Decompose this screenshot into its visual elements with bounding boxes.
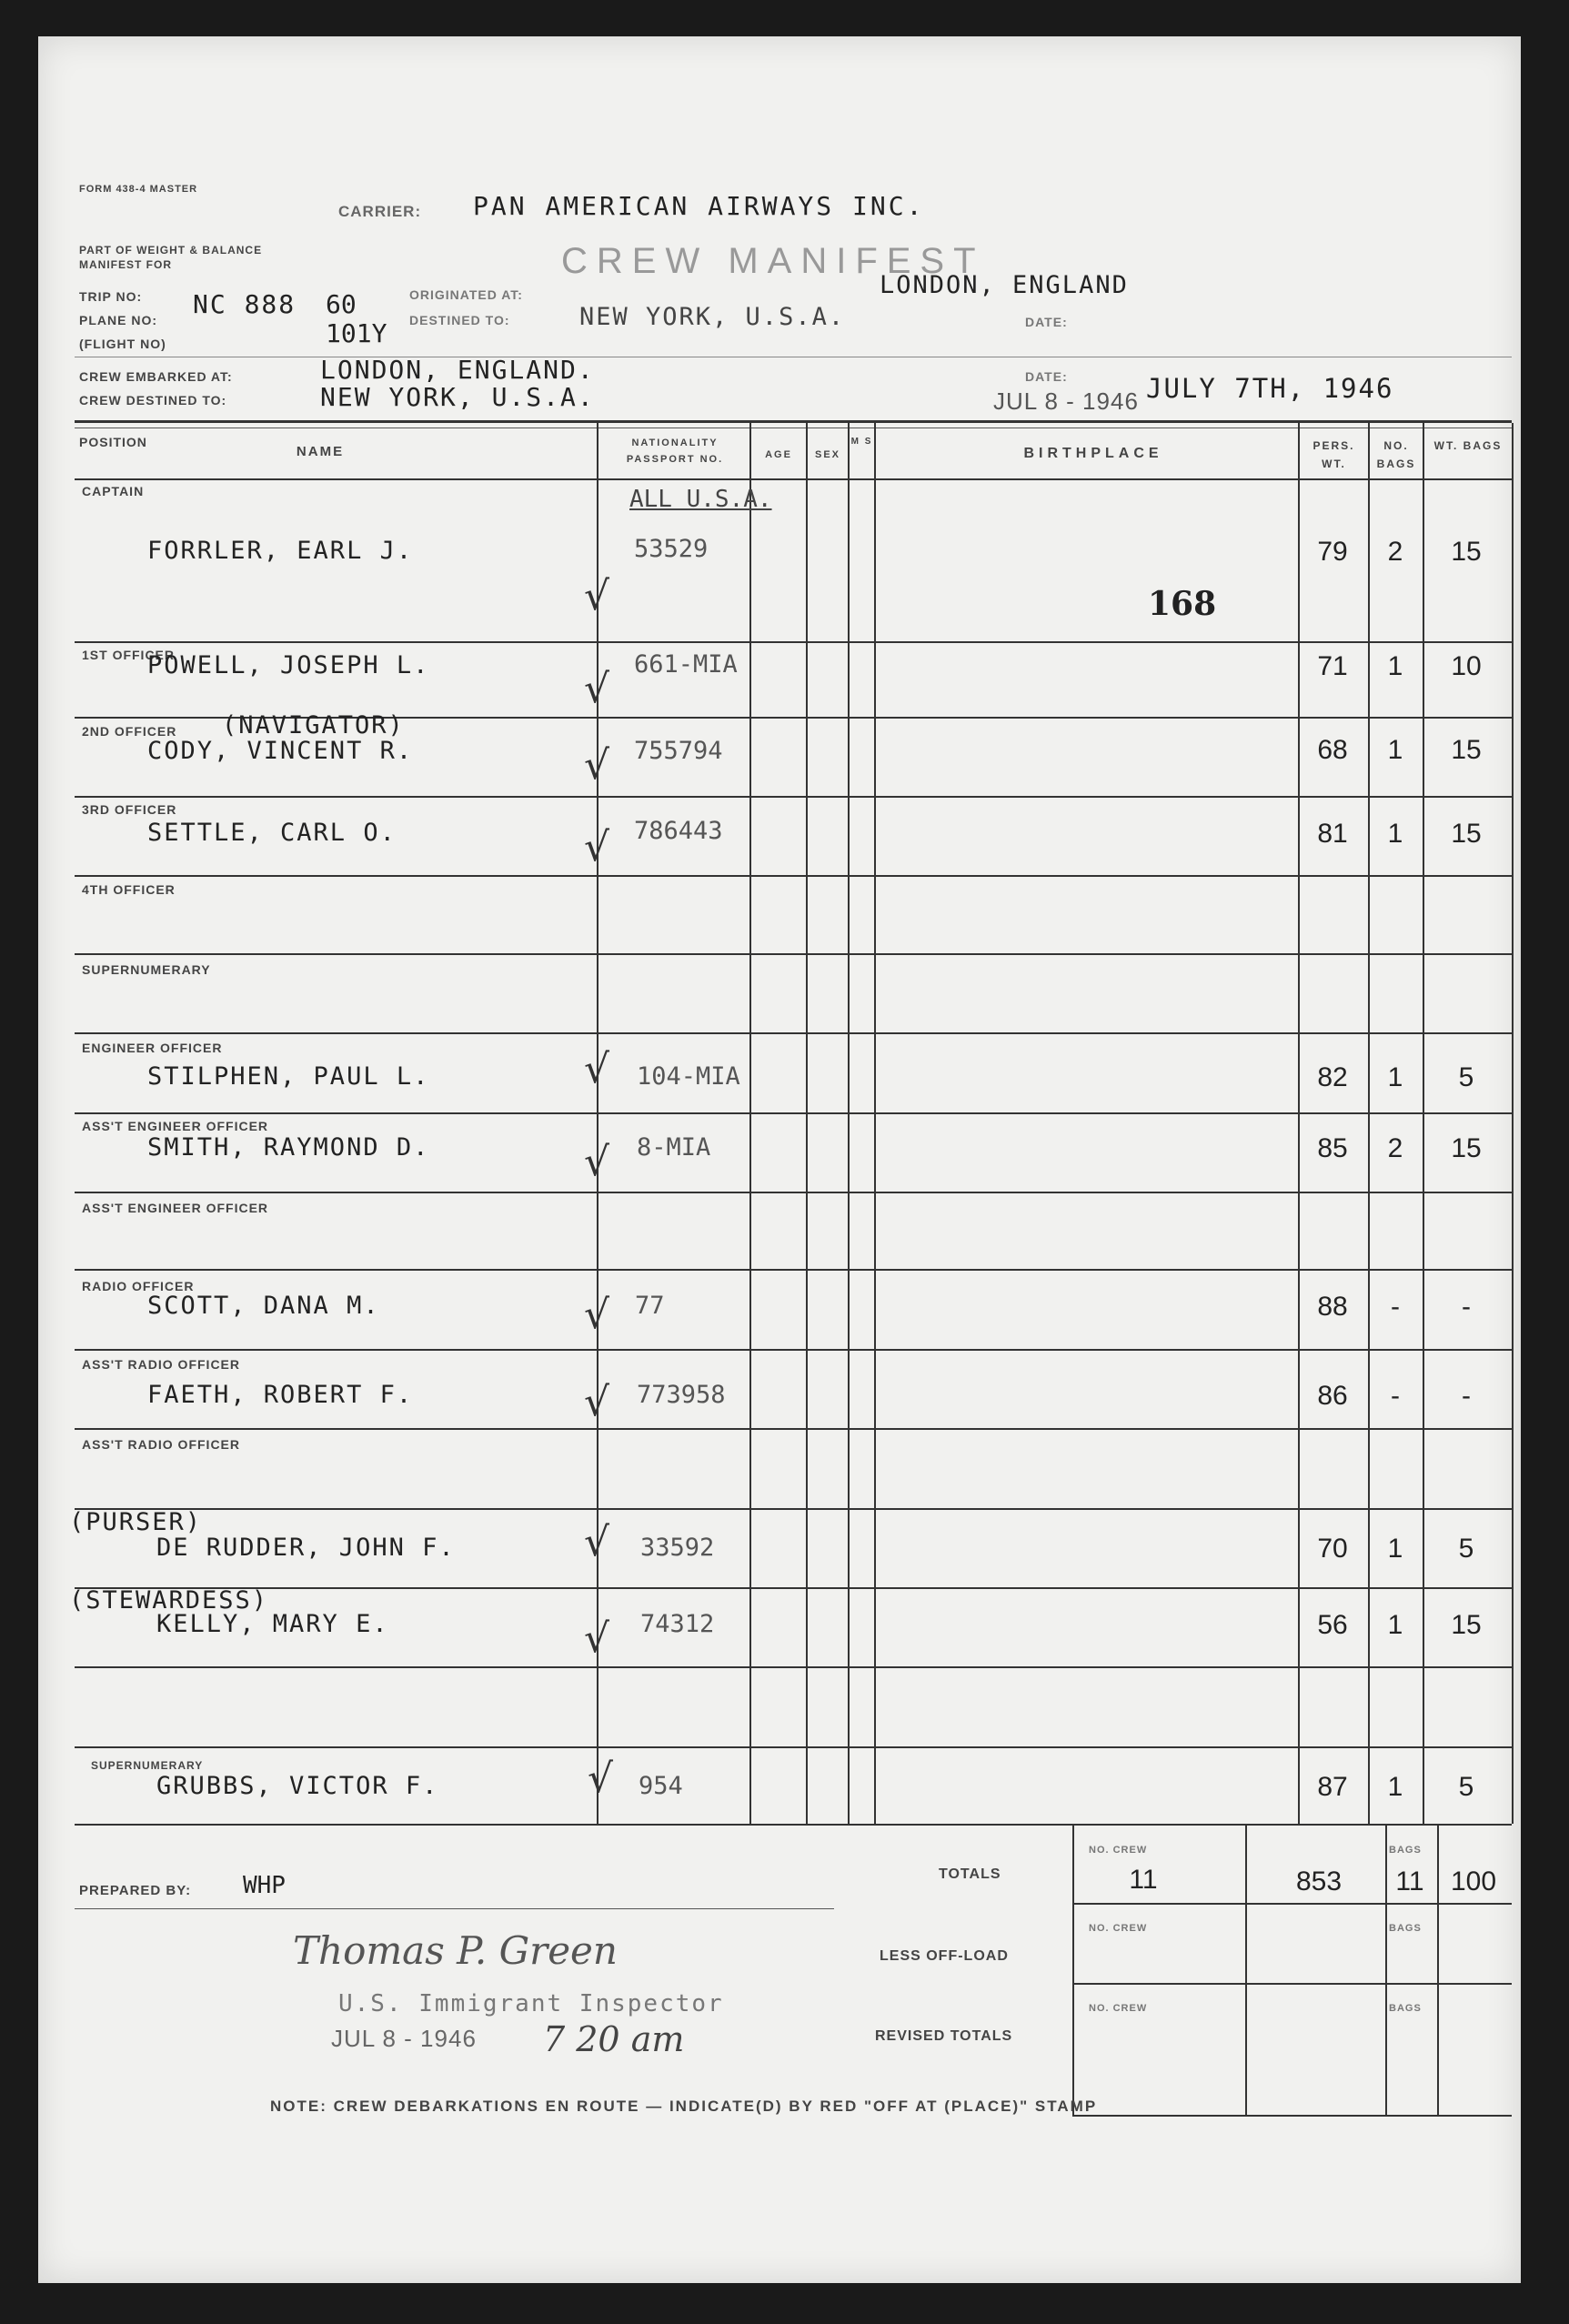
prepared-by-value: WHP [243,1872,286,1899]
col-ms: M S [850,437,873,447]
pers-wt: 56 [1317,1610,1348,1640]
originated-label: ORIGINATED AT: [409,287,523,302]
trip-no-value: 60 [326,289,357,319]
col-pers-wt: PERS. WT. [1313,439,1355,470]
pers-wt: 87 [1317,1772,1348,1802]
passport-no: 661-MIA [634,650,738,679]
wt-bags: 15 [1451,1610,1482,1640]
pers-wt: 81 [1317,819,1348,849]
crew-manifest-sheet [38,36,1521,2283]
row-position: CAPTAIN [82,484,145,498]
total-bag-weight: 100 [1450,1866,1497,1896]
wt-bags: 15 [1451,735,1482,765]
crew-name: FAETH, ROBERT F. [147,1381,414,1409]
crew-name: GRUBBS, VICTOR F. [156,1772,439,1800]
row-position: ASS'T ENGINEER OFFICER [82,1119,269,1133]
no-crew-label: NO. CREW [1089,1845,1148,1856]
part-of-wb-label: PART OF WEIGHT & BALANCE [79,244,263,257]
checkmark-icon: √ [584,1139,610,1185]
row-position: 4TH OFFICER [82,882,176,897]
passport-no: 8-MIA [637,1133,711,1162]
checkmark-icon: √ [584,573,610,619]
pers-wt: 79 [1317,537,1348,567]
flight-no-label: (FLIGHT NO) [79,337,166,351]
checkmark-icon: √ [584,1379,610,1425]
carrier-label: CARRIER: [338,203,422,220]
pers-wt: 85 [1317,1133,1348,1163]
checkmark-icon: √ [584,1615,610,1662]
col-sex: SEX [814,449,840,460]
crew-name: DE RUDDER, JOHN F. [156,1534,456,1562]
crew-name: CODY, VINCENT R. [147,737,414,765]
no-crew-label: NO. CREW [1089,1923,1148,1934]
no-bags: 1 [1387,819,1403,849]
less-offload-label: LESS OFF-LOAD [880,1948,1009,1964]
checkmark-icon: √ [584,666,610,712]
inspector-signature: Thomas P. Green [293,1928,618,1973]
footer-note: NOTE: CREW DEBARKATIONS EN ROUTE — INDICATE(D) BY RED "OFF AT (PLACE)" STAMP [270,2098,1098,2115]
col-name: NAME [296,444,345,459]
pers-wt: 70 [1317,1534,1348,1564]
row-note: (PURSER) [69,1508,203,1536]
crew-name: SETTLE, CARL O. [147,819,397,847]
inspector-date-stamp: JUL 8 - 1946 [331,2025,477,2052]
prepared-by-label: PREPARED BY: [79,1883,192,1898]
checkmark-icon: √ [584,742,610,789]
row-position: 1ST OFFICER [82,648,176,662]
total-bags: 11 [1395,1866,1424,1896]
flight-no-value: 101Y [326,318,387,348]
no-bags: 1 [1387,1610,1403,1640]
crew-name: KELLY, MARY E. [156,1610,389,1638]
passport-no: 53529 [634,535,709,563]
inspector-time: 7 20 am [543,2019,685,2059]
passport-no: 104-MIA [637,1062,740,1091]
crew-embarked-value: LONDON, ENGLAND. [320,355,595,385]
crew-embarked-label: CREW EMBARKED AT: [79,369,233,384]
no-bags: 1 [1387,1534,1403,1564]
plane-no-value: NC 888 [193,289,297,319]
date-typed: JULY 7TH, 1946 [1146,373,1394,404]
passport-no: 773958 [637,1381,726,1409]
date-label: DATE: [1025,315,1068,329]
no-bags: 1 [1387,651,1403,681]
bags-label: BAGS [1389,1923,1422,1934]
crew-name: POWELL, JOSEPH L. [147,651,430,679]
bags-label: BAGS [1389,2003,1422,2014]
wt-bags: - [1462,1381,1471,1411]
col-nationality: NATIONALITY PASSPORT NO. [626,438,724,465]
row-position: ASS'T RADIO OFFICER [82,1357,240,1372]
wt-bags: 5 [1458,1062,1474,1092]
nationality-note: ALL U.S.A. [629,486,772,513]
wt-bags: 10 [1451,651,1482,681]
crew-destined-value: NEW YORK, U.S.A. [320,382,595,412]
passport-no: 755794 [634,737,723,765]
plane-no-label: PLANE NO: [79,313,157,327]
passport-no: 33592 [640,1534,715,1562]
passport-no: 77 [635,1292,665,1320]
wt-bags: 5 [1458,1534,1474,1564]
date2-label: DATE: [1025,369,1068,384]
crew-name: SCOTT, DANA M. [147,1292,380,1320]
bags-label: BAGS [1389,1845,1422,1856]
wt-bags: 5 [1458,1772,1474,1802]
passport-no: 954 [639,1772,683,1800]
checkmark-icon: √ [584,1292,610,1338]
pers-wt: 86 [1317,1381,1348,1411]
no-bags: 1 [1387,1772,1403,1802]
form-title: CREW MANIFEST [561,241,985,281]
row-position: ENGINEER OFFICER [82,1041,223,1055]
pers-wt: 71 [1317,651,1348,681]
wt-bags: 15 [1451,537,1482,567]
col-position: POSITION [79,435,147,449]
pers-wt: 82 [1317,1062,1348,1092]
no-bags: 2 [1387,537,1403,567]
row-position: ASS'T RADIO OFFICER [82,1437,240,1452]
row-position: ASS'T ENGINEER OFFICER [82,1201,269,1215]
checkmark-icon: √ [584,1519,610,1565]
col-wt-bags: WT. BAGS [1433,439,1503,452]
checkmark-icon: √ [584,1046,610,1092]
wt-bags: 15 [1451,819,1482,849]
pers-wt: 68 [1317,735,1348,765]
stamp-number: 168 [1148,585,1217,623]
passport-no: 74312 [640,1610,715,1638]
row-position: SUPERNUMERARY [82,962,211,977]
row-note: (STEWARDESS) [69,1586,269,1615]
passport-no: 786443 [634,817,723,845]
carrier-value: PAN AMERICAN AIRWAYS INC. [473,191,925,221]
total-crew: 11 [1129,1865,1158,1895]
row-position: 2ND OFFICER [82,724,177,739]
inspector-title: U.S. Immigrant Inspector [338,1990,724,2017]
no-crew-label: NO. CREW [1089,2003,1148,2014]
destined-value: NEW YORK, U.S.A. [579,303,846,331]
crew-name: SMITH, RAYMOND D. [147,1133,430,1162]
col-birthplace: BIRTHPLACE [1023,446,1163,461]
revised-totals-label: REVISED TOTALS [875,2028,1013,2044]
destined-label: DESTINED TO: [409,313,510,327]
received-date-stamp: JUL 8 - 1946 [993,387,1139,415]
crew-name: STILPHEN, PAUL L. [147,1062,430,1091]
row-position: SUPERNUMERARY [91,1759,204,1772]
crew-destined-label: CREW DESTINED TO: [79,393,227,407]
no-bags: 2 [1387,1133,1403,1163]
trip-no-label: TRIP NO: [79,289,143,304]
wt-bags: - [1462,1292,1471,1322]
col-age: AGE [765,449,792,460]
form-number: FORM 438-4 MASTER [79,184,198,195]
row-position: RADIO OFFICER [82,1279,195,1293]
manifest-for-label: MANIFEST FOR [79,258,172,271]
checkmark-icon: √ [588,1756,614,1802]
no-bags: 1 [1387,735,1403,765]
totals-label: TOTALS [939,1866,1001,1882]
originated-value: LONDON, ENGLAND [880,271,1129,299]
crew-name: FORRLER, EARL J. [147,537,414,565]
no-bags: - [1391,1381,1400,1411]
row-note: (NAVIGATOR) [222,711,405,739]
no-bags: - [1391,1292,1400,1322]
row-position: 3RD OFFICER [82,802,177,817]
pers-wt: 88 [1317,1292,1348,1322]
wt-bags: 15 [1451,1133,1482,1163]
total-weight: 853 [1295,1866,1343,1896]
checkmark-icon: √ [584,824,610,870]
col-no-bags: NO. BAGS [1376,439,1416,470]
no-bags: 1 [1387,1062,1403,1092]
